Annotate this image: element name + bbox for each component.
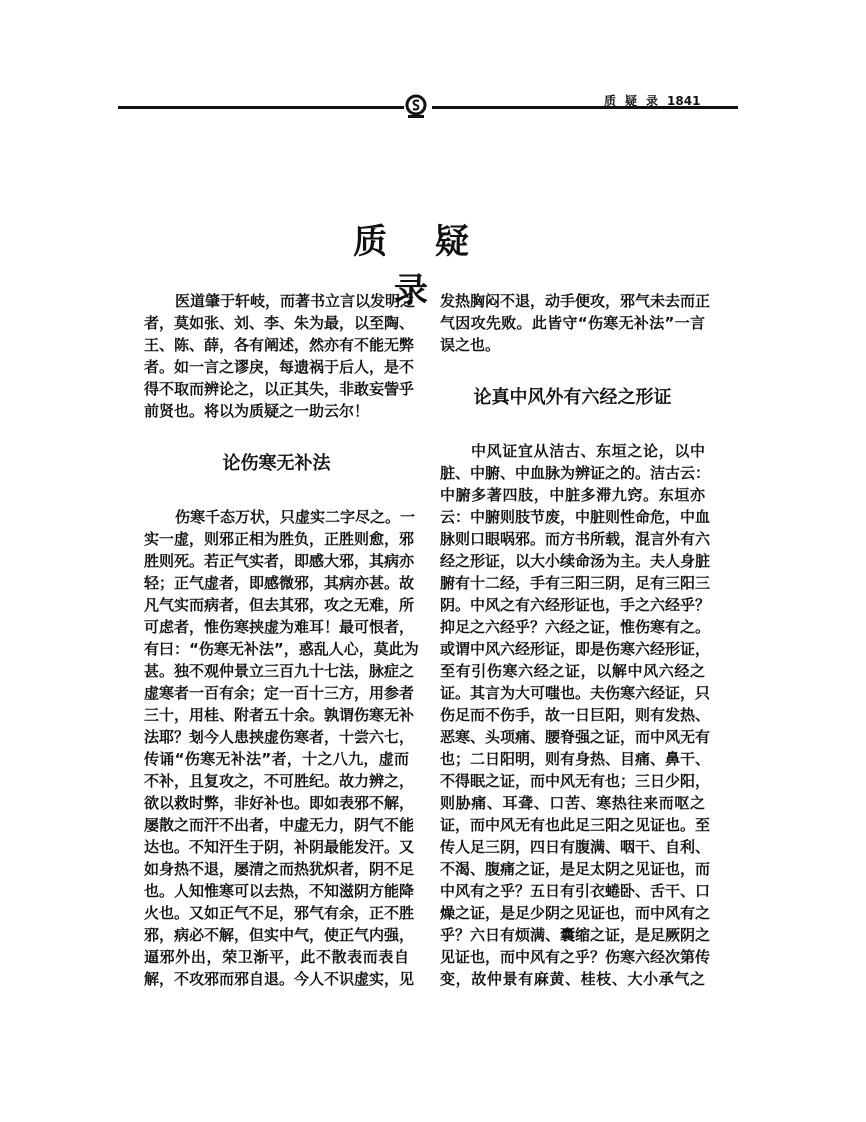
text-line: 恶寒、头项痛、腰脊强之证，而中风无有: [440, 728, 711, 746]
text-line: 虚寒者一百有余；定一百十三方，用参者: [144, 684, 415, 702]
text-line: 阴。中风之有六经形证也，手之六经乎？: [440, 596, 711, 614]
text-line: 实一虚，则邪正相为胜负，正胜则愈，邪: [144, 530, 415, 548]
text-line: 胜则死。若正气实者，即感大邪，其病亦: [144, 552, 415, 570]
text-line: 云：中腑则肢节废，中脏则性命危，中血: [440, 508, 711, 526]
text-line: 中腑多著四肢，中脏多滞九窍。东垣亦: [440, 486, 705, 504]
text-line: 证，而中风无有也此足三阳之见证也。至: [440, 816, 711, 834]
text-line: 有曰：“伤寒无补法”，惑乱人心，莫此为: [144, 640, 419, 658]
text-line: 轻；正气虚者，即感微邪，其病亦甚。故: [144, 574, 415, 592]
text-line: 燥之证，是足少阴之见证也，而中风有之: [440, 904, 711, 922]
text-line: 不补，且复攻之，不可胜纪。故力辨之，: [144, 772, 415, 790]
text-line: 中风有之乎？五日有引衣蜷卧、舌干、口: [440, 882, 711, 900]
text-line: 不渴、腹痛之证，是足太阴之见证也，而: [440, 860, 711, 878]
preface-paragraph: [144, 290, 416, 422]
continued-paragraph: [440, 290, 711, 356]
text-line: 屡散之而汗不出者，中虚无力，阴气不能: [144, 816, 415, 834]
text-line: 传人足三阴，四日有腹满、咽干、自利、: [440, 838, 711, 856]
publisher-emblem-icon: [403, 94, 429, 120]
text-line: 变，故仲景有麻黄、桂枝、大小承气之: [440, 970, 705, 988]
text-line: 至有引伤寒六经之证，以解中风六经之: [440, 662, 705, 680]
text-line: 达也。不知汗生于阴，补阴最能发汗。又: [144, 838, 415, 856]
text-line: 凡气实而病者，但去其邪，攻之无难，所: [144, 596, 415, 614]
text-line: 三十，用桂、附者五十余。孰谓伤寒无补: [144, 706, 415, 724]
text-line: 脏、中腑、中血脉为辨证之的。洁古云：: [440, 464, 711, 482]
text-line: 见证也，而中风有之乎？伤寒六经次第传: [440, 948, 711, 966]
header-rule-left: [118, 106, 404, 109]
text-line: 者。如一言之谬戾，每遗祸于后人，是不: [144, 358, 415, 376]
text-line: 乎？六日有烦满、囊缩之证，是足厥阴之: [440, 926, 711, 944]
running-title-char: 质: [604, 94, 617, 108]
text-line: 或谓中风六经形证，即是伤寒六经形证，: [440, 640, 711, 658]
text-line: 则胁痛、耳聋、口苦、寒热往来而呕之: [440, 794, 705, 812]
text-line: 气因攻先败。此皆守“伤寒无补法”一言: [440, 314, 705, 332]
text-line: 甚。独不观仲景立三百九十七法，脉症之: [144, 662, 415, 680]
text-line: 医道肇于轩岐，而著书立言以发明之: [175, 292, 416, 310]
text-line: 不得眠之证，而中风无有也；三日少阳，: [440, 772, 711, 790]
text-line: 中风证宜从洁古、东垣之论，以中: [471, 442, 705, 460]
text-line: 前贤也。将以为质疑之一助云尔！: [144, 402, 370, 420]
text-line: 解，不攻邪而邪自退。今人不识虚实，见: [144, 970, 415, 988]
text-line: 如身热不退，屡清之而热犹炽者，阴不足: [144, 860, 415, 878]
text-line: 经之形证，以大小续命汤为主。夫人身脏: [440, 552, 711, 570]
section-body: [440, 440, 711, 990]
section-body: [144, 506, 419, 990]
text-line: 发热胸闷不退，动手便攻，邪气未去而正: [440, 292, 711, 310]
running-title-char: 疑: [625, 94, 638, 108]
text-line: 可虑者，惟伤寒挟虚为难耳！最可恨者，: [144, 618, 415, 636]
text-line: 也；二日阳明，则有身热、目痛、鼻干、: [440, 750, 711, 768]
section-heading: 论真中风外有六经之形证: [473, 387, 672, 408]
text-line: 法耶？刬今人患挟虚伤寒者，十尝六七，: [144, 728, 415, 746]
text-line: 得不取而辨论之，以正其失，非敢妄訾乎: [144, 380, 415, 398]
left-column: [144, 290, 419, 990]
text-line: 逼邪外出，荣卫渐平，此不散表而表自: [144, 948, 409, 966]
page-number: 1841: [667, 94, 701, 108]
text-line: 也。人知惟寒可以去热，不知滋阴方能降: [144, 882, 415, 900]
running-title-char: 录: [646, 94, 659, 108]
text-line: 脉则口眼㖞邪。而方书所载，混言外有六: [440, 530, 711, 548]
text-line: 腑有十二经，手有三阳三阴，足有三阳三: [440, 574, 711, 592]
text-line: 伤寒千态万状，只虚实二字尽之。一: [175, 508, 416, 526]
right-column: [440, 290, 711, 990]
text-line: 邪，病必不解，但实中气，使正气内强，: [144, 926, 415, 944]
text-line: 王、陈、薛，各有阐述，然亦有不能无弊: [144, 336, 415, 354]
text-line: 误之也。: [440, 336, 501, 354]
text-line: 欲以救时弊，非好补也。即如表邪不解，: [144, 794, 415, 812]
text-line: 火也。又如正气不足，邪气有余，正不胜: [144, 904, 415, 922]
text-line: 伤足而不伤手，故一日巨阳，则有发热、: [440, 706, 711, 724]
text-line: 证。其言为大可嗤也。夫伤寒六经证，只: [440, 684, 711, 702]
text-line: 抑足之六经乎？六经之证，惟伤寒有之。: [440, 618, 711, 636]
running-header: [604, 92, 709, 109]
text-line: 传诵“伤寒无补法”者，十之八九，虚而: [144, 750, 409, 768]
page-title: 质 疑 录: [353, 222, 487, 311]
section-heading: 论伤寒无补法: [222, 453, 331, 474]
text-line: 者，莫如张、刘、李、朱为最，以至陶、: [144, 314, 415, 332]
